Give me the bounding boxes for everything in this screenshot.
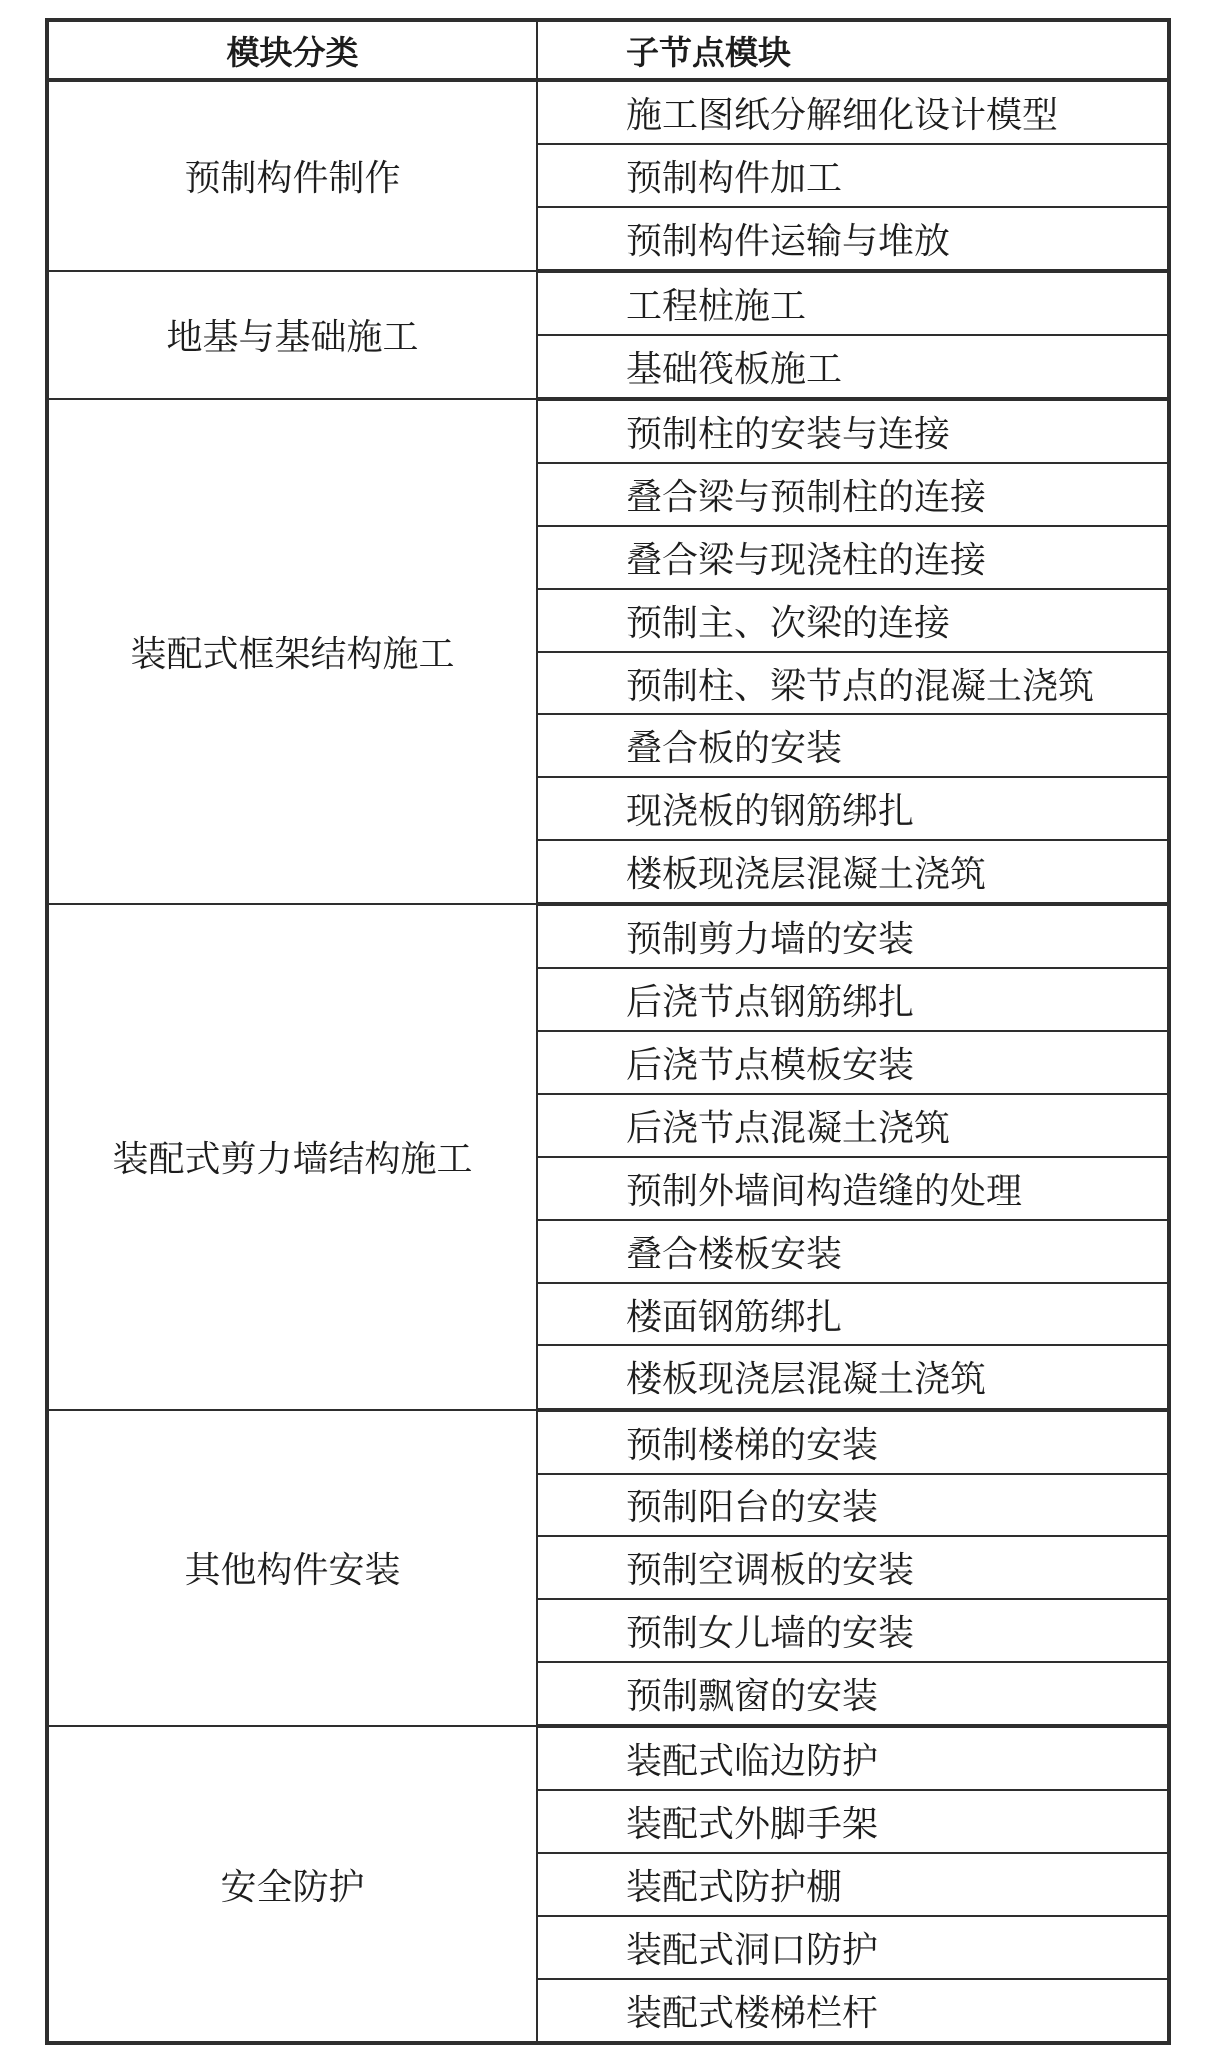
column-header-subnode: 子节点模块 bbox=[537, 20, 1169, 80]
table-row bbox=[47, 1726, 1169, 1790]
subnode-cell: 叠合板的安装 bbox=[537, 714, 1169, 777]
subnode-cell: 预制楼梯的安装 bbox=[537, 1410, 1169, 1474]
subnode-cell: 预制剪力墙的安装 bbox=[537, 904, 1169, 968]
subnode-cell: 预制构件运输与堆放 bbox=[537, 207, 1169, 271]
subnode-cell: 装配式防护棚 bbox=[537, 1853, 1169, 1916]
subnode-cell: 装配式外脚手架 bbox=[537, 1790, 1169, 1853]
subnode-cell: 基础筏板施工 bbox=[537, 335, 1169, 399]
subnode-cell: 预制飘窗的安装 bbox=[537, 1662, 1169, 1726]
table-row bbox=[47, 904, 1169, 968]
subnode-cell: 楼板现浇层混凝土浇筑 bbox=[537, 1345, 1169, 1409]
subnode-cell: 装配式楼梯栏杆 bbox=[537, 1979, 1169, 2043]
subnode-cell: 预制空调板的安装 bbox=[537, 1536, 1169, 1599]
subnode-cell: 楼面钢筋绑扎 bbox=[537, 1283, 1169, 1346]
category-cell: 预制构件制作 bbox=[47, 80, 537, 271]
column-header-category: 模块分类 bbox=[47, 20, 537, 80]
subnode-cell: 施工图纸分解细化设计模型 bbox=[537, 80, 1169, 144]
subnode-cell: 后浇节点混凝土浇筑 bbox=[537, 1094, 1169, 1157]
subnode-cell: 叠合梁与现浇柱的连接 bbox=[537, 526, 1169, 589]
subnode-cell: 后浇节点模板安装 bbox=[537, 1031, 1169, 1094]
subnode-cell: 预制构件加工 bbox=[537, 144, 1169, 207]
subnode-cell: 预制女儿墙的安装 bbox=[537, 1599, 1169, 1662]
subnode-cell: 楼板现浇层混凝土浇筑 bbox=[537, 840, 1169, 904]
table-row bbox=[47, 1410, 1169, 1474]
category-cell: 地基与基础施工 bbox=[47, 271, 537, 399]
category-cell: 其他构件安装 bbox=[47, 1410, 537, 1727]
module-classification-table bbox=[45, 18, 1171, 2045]
table-row bbox=[47, 399, 1169, 463]
header-row bbox=[47, 20, 1169, 80]
category-cell: 装配式框架结构施工 bbox=[47, 399, 537, 904]
table-row bbox=[47, 271, 1169, 335]
subnode-cell: 预制外墙间构造缝的处理 bbox=[537, 1157, 1169, 1220]
subnode-cell: 预制阳台的安装 bbox=[537, 1474, 1169, 1537]
subnode-cell: 预制主、次梁的连接 bbox=[537, 589, 1169, 652]
table-row bbox=[47, 80, 1169, 144]
subnode-cell: 叠合梁与预制柱的连接 bbox=[537, 463, 1169, 526]
subnode-cell: 预制柱、梁节点的混凝土浇筑 bbox=[537, 652, 1169, 715]
category-cell: 安全防护 bbox=[47, 1726, 537, 2043]
subnode-cell: 叠合楼板安装 bbox=[537, 1220, 1169, 1283]
subnode-cell: 后浇节点钢筋绑扎 bbox=[537, 968, 1169, 1031]
subnode-cell: 装配式洞口防护 bbox=[537, 1916, 1169, 1979]
subnode-cell: 装配式临边防护 bbox=[537, 1726, 1169, 1790]
subnode-cell: 预制柱的安装与连接 bbox=[537, 399, 1169, 463]
category-cell: 装配式剪力墙结构施工 bbox=[47, 904, 537, 1409]
subnode-cell: 工程桩施工 bbox=[537, 271, 1169, 335]
subnode-cell: 现浇板的钢筋绑扎 bbox=[537, 777, 1169, 840]
